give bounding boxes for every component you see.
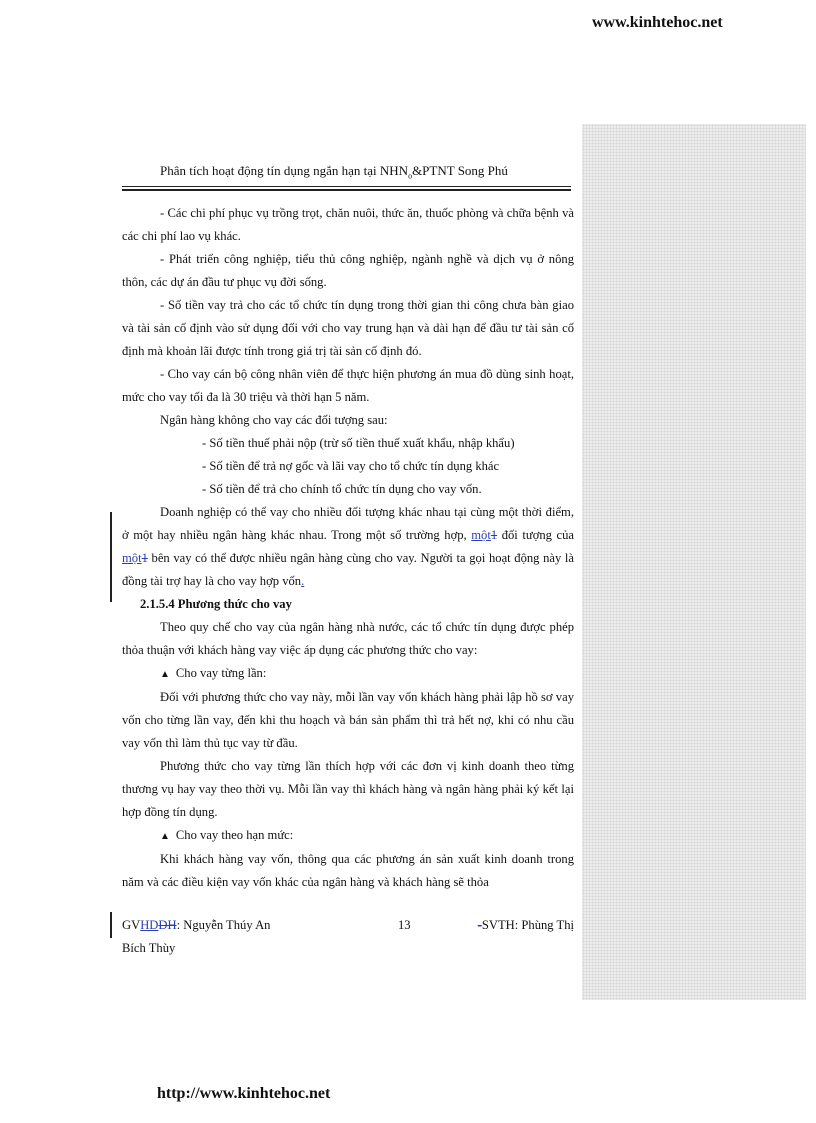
footer-instructor [122, 914, 270, 937]
inserted-text: HD [140, 918, 159, 932]
text-run: Doanh nghiệp có thể vay cho nhiều đối tượng khác nhau tại cùng một thời điểm, ở một hay nhiều ngân hàng khác nhau. Trong một số trường hợp, [122, 505, 574, 542]
list-item: - Số tiền thuế phải nộp (trừ số tiền thuế xuất khẩu, nhập khẩu) [202, 436, 515, 450]
bullet-item [122, 824, 574, 848]
deleted-text: - [477, 918, 482, 932]
section-heading: 2.1.5.4 Phương thức cho vay [140, 597, 292, 611]
text-run: đối tượng của [497, 528, 574, 542]
inserted-text: một [122, 551, 142, 565]
header-title-suffix: &PTNT Song Phú [412, 163, 508, 178]
header-title-sub: o [408, 171, 413, 181]
change-bar [110, 512, 112, 602]
bullet-label: Cho vay từng lần: [175, 666, 267, 680]
paragraph: - Cho vay cán bộ công nhân viên để thực hiện phương án mua đồ dùng sinh hoạt, mức cho vay tối đa là 30 triệu và thời hạn 5 năm. [122, 367, 574, 404]
list-item: - Số tiền để trả cho chính tổ chức tín dụng cho vay vốn. [202, 482, 482, 496]
paragraph-tracked-changes [122, 501, 574, 593]
inserted-text: một [471, 528, 491, 542]
inserted-text: . [301, 574, 305, 588]
paragraph: - Các chi phí phục vụ trồng trọt, chăn nuôi, thức ăn, thuốc phòng và chữa bệnh và các chi phí lao vụ khác. [122, 206, 574, 243]
page-number: 13 [398, 918, 411, 932]
deleted-text: 1 [490, 528, 498, 542]
paragraph: Khi khách hàng vay vốn, thông qua các phương án sản xuất kinh doanh trong năm và các điều kiện vay vốn khác của ngân hàng và khách hàng sẽ thỏa [122, 852, 574, 889]
paragraph: - Phát triển công nghiệp, tiểu thủ công nghiệp, ngành nghề và dịch vụ ở nông thôn, các dự án đầu tư phục vụ đời sống. [122, 252, 574, 289]
list-item: - Số tiền để trả nợ gốc và lãi vay cho tổ chức tín dụng khác [202, 459, 500, 473]
footer-row [122, 914, 574, 937]
paragraph: Phương thức cho vay từng lần thích hợp với các đơn vị kinh doanh theo từng thương vụ hay vay theo thời vụ. Mỗi lần vay thì khách hàng và ngân hàng phải ký kết lại hợp đồng tín dụng. [122, 759, 574, 819]
change-bar [110, 912, 112, 938]
page-header [160, 163, 508, 181]
site-url-bottom[interactable]: http://www.kinhtehoc.net [157, 1085, 331, 1102]
paragraph: Ngân hàng không cho vay các đối tượng sau: [160, 413, 388, 427]
instructor-name: : Nguyễn Thúy An [176, 918, 271, 932]
deleted-text: DH [158, 918, 177, 932]
triangle-bullet-icon: ▲ [160, 831, 170, 842]
bullet-label: Cho vay theo hạn mức: [175, 828, 294, 842]
gv-prefix: GV [122, 918, 141, 932]
triangle-bullet-icon: ▲ [160, 669, 170, 680]
student-label: SVTH: Phùng Thị [481, 918, 574, 932]
site-url-top[interactable]: www.kinhtehoc.net [592, 14, 723, 31]
paragraph: Đối với phương thức cho vay này, mỗi lần vay vốn khách hàng phải lập hồ sơ vay vốn cho từng lần vay, đến khi thu hoạch và bán sản phẩm thì trả hết nợ, khi có nhu cầu vay vốn thì làm thủ tục vay từ đầu. [122, 690, 574, 750]
header-rule [122, 186, 571, 191]
document-body [122, 202, 574, 894]
student-name-line2: Bích Thùy [122, 941, 176, 955]
bullet-item [122, 662, 574, 686]
paragraph: - Số tiền vay trả cho các tổ chức tín dụng trong thời gian thi công chưa bàn giao và tài sản cố định vào sử dụng đối với cho vay trung hạn và dài hạn để đầu tư tài sản cố định mà khoản lãi được tính trong giá trị tài sản cố định đó. [122, 298, 574, 358]
paragraph: Theo quy chế cho vay của ngân hàng nhà nước, các tổ chức tín dụng được phép thỏa thuận với khách hàng vay việc áp dụng các phương thức cho vay: [122, 620, 574, 657]
comment-pane [582, 124, 806, 1000]
footer-student [478, 914, 574, 937]
header-title-prefix: Phân tích hoạt động tín dụng ngắn hạn tại NHN [160, 163, 409, 178]
text-run: bên vay có thể được nhiều ngân hàng cùng cho vay. Người ta gọi hoạt động này là đồng tài trợ hay là cho vay hợp vốn [122, 551, 574, 588]
deleted-text: 1 [141, 551, 148, 565]
page-footer [122, 914, 574, 960]
